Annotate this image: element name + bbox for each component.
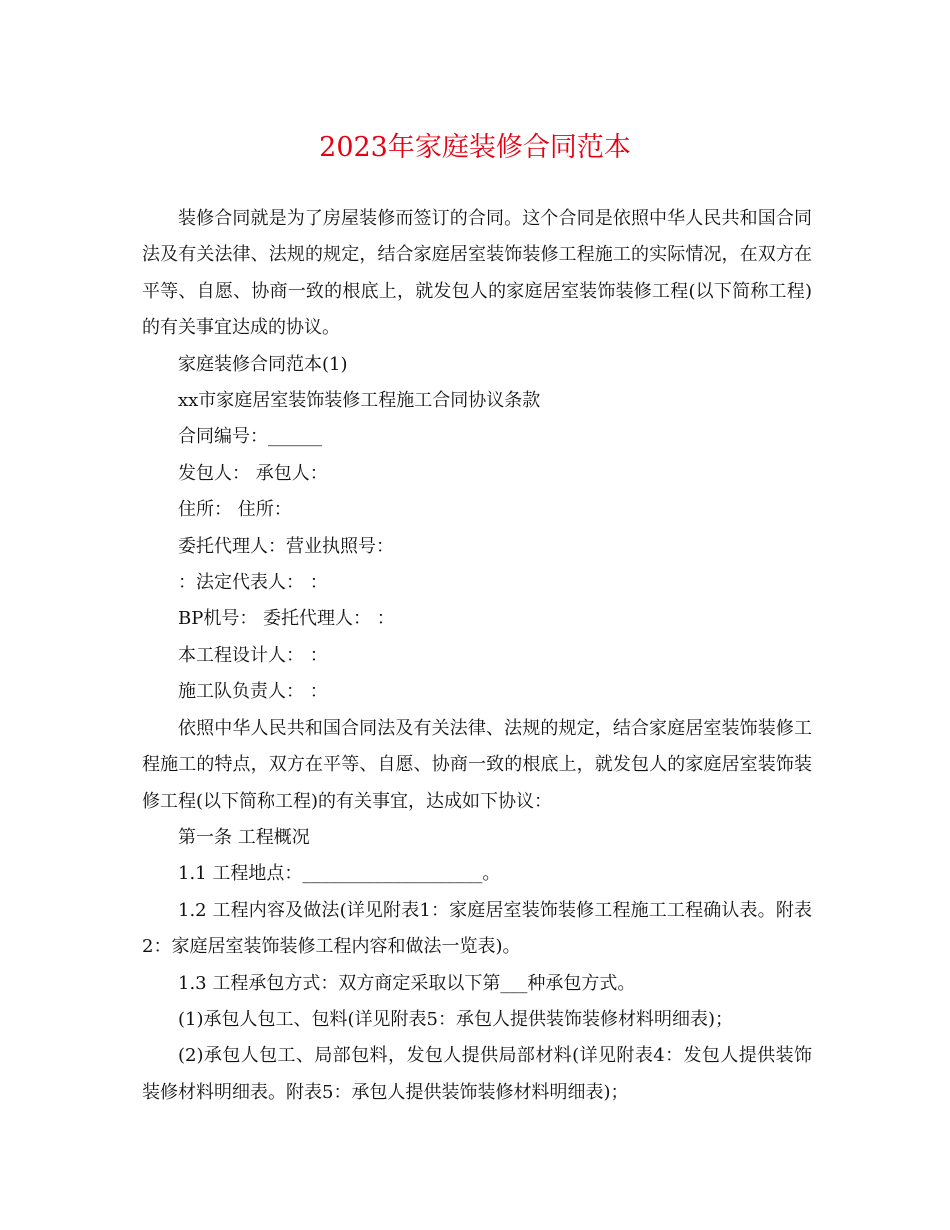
option-2: (2)承包人包工、局部包料，发包人提供局部材料(详见附表4：发包人提供装饰装修材料明细表。附表5：承包人提供装饰装修材料明细表)； bbox=[142, 1045, 812, 1103]
address-line: 住所： 住所： bbox=[178, 499, 292, 521]
parties-line: 发包人： 承包人： bbox=[178, 462, 328, 484]
clause-1-1: 1.1 工程地点：____________________。 bbox=[178, 863, 501, 885]
option-1: (1)承包人包工、包料(详见附表5：承包人提供装饰装修材料明细表)； bbox=[178, 1008, 733, 1030]
crew-leader-line: 施工队负责人： ： bbox=[178, 681, 328, 703]
section-heading: 家庭装修合同范本(1) bbox=[178, 353, 348, 375]
pager-agent-line: BP机号： 委托代理人： ： bbox=[178, 608, 395, 630]
intro-paragraph: 装修合同就是为了房屋装修而签订的合同。这个合同是依照中华人民共和国合同法及有关法律、法规的规定，结合家庭居室装饰装修工程施工的实际情况，在双方在平等、自愿、协商一致的根底上，就发包人的家庭居室装饰装修工程(以下简称工程)的有关事宜达成的协议。 bbox=[142, 208, 812, 339]
clause-1-2: 1.2 工程内容及做法(详见附表1：家庭居室装饰装修工程施工工程确认表。附表2：家庭居室装饰装修工程内容和做法一览表)。 bbox=[142, 899, 812, 958]
legal-rep-line: ：法定代表人： ： bbox=[178, 572, 328, 594]
agent-license-line: 委托代理人：营业执照号： bbox=[178, 535, 394, 557]
clause-1-3: 1.3 工程承包方式：双方商定采取以下第___种承包方式。 bbox=[178, 972, 636, 994]
designer-line: 本工程设计人： ： bbox=[178, 644, 328, 666]
agreement-paragraph: 依照中华人民共和国合同法及有关法律、法规的规定，结合家庭居室装饰装修工程施工的特点，双方在平等、自愿、协商一致的根底上，就发包人的家庭居室装饰装修工程(以下简称工程)的有关事宜，达成如下协议： bbox=[142, 717, 812, 812]
contract-subtitle: xx市家庭居室装饰装修工程施工合同协议条款 bbox=[178, 390, 541, 412]
contract-number-line: 合同编号：______ bbox=[178, 426, 322, 448]
article-one-heading: 第一条 工程概况 bbox=[178, 826, 310, 848]
document-body bbox=[142, 201, 812, 1111]
document-title: 2023年家庭装修合同范本 bbox=[319, 132, 631, 163]
